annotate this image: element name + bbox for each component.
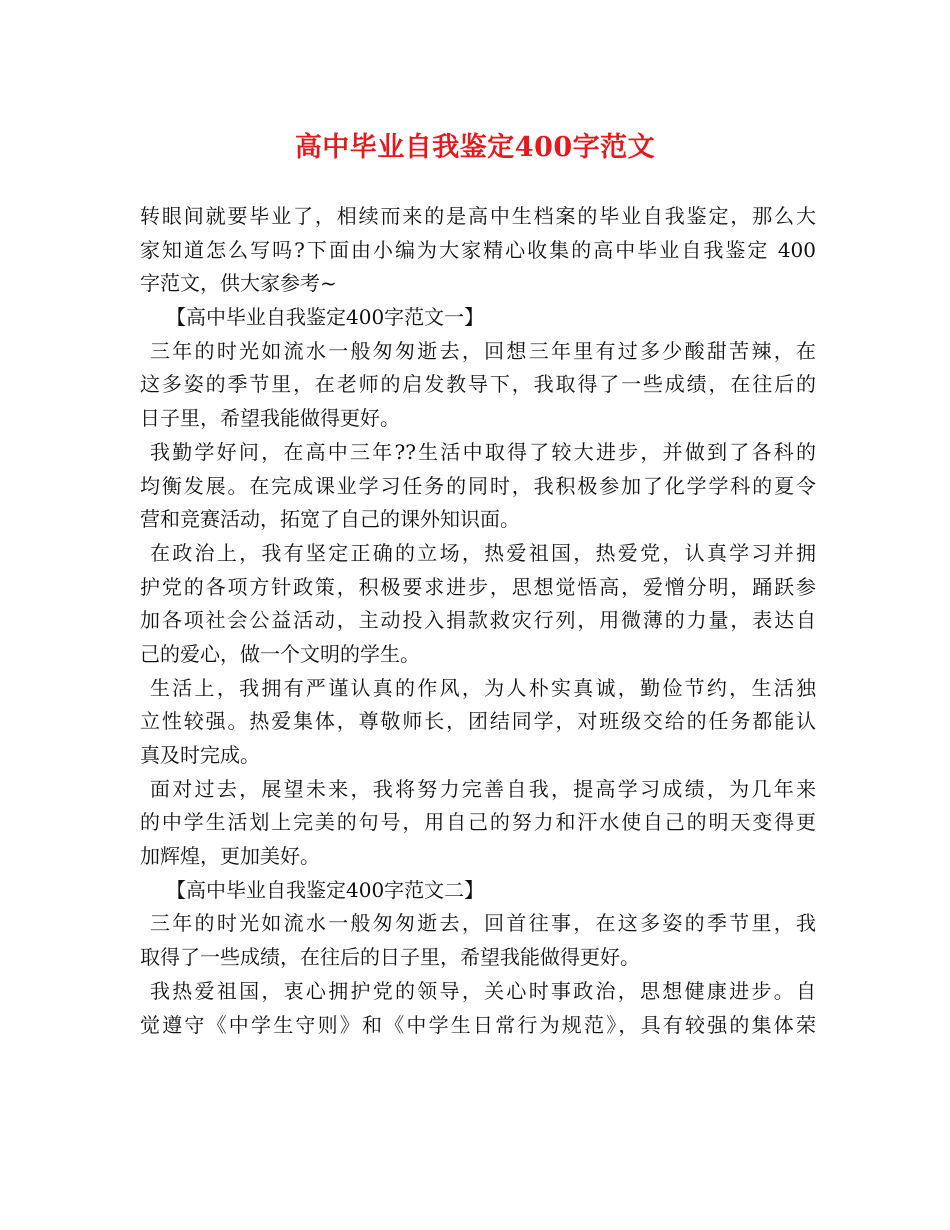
text-line: 家知道怎么写吗?下面由小编为大家精心收集的高中毕业自我鉴定 400 bbox=[140, 237, 816, 262]
section-heading: 【高中毕业自我鉴定400字范文一】 bbox=[166, 305, 485, 330]
text-line: 的中学生活划上完美的句号，用自己的努力和汗水使自己的明天变得更 bbox=[140, 810, 816, 835]
text-line: 营和竞赛活动，拓宽了自己的课外知识面。 bbox=[140, 507, 520, 532]
document-body bbox=[140, 200, 816, 1042]
text-line: 生活上，我拥有严谨认真的作风，为人朴实真诚，勤俭节约，生活独 bbox=[150, 675, 816, 700]
text-line: 真及时完成。 bbox=[140, 743, 260, 767]
text-line: 三年的时光如流水一般匆匆逝去，回首往事，在这多姿的季节里，我 bbox=[150, 911, 816, 936]
text-line: 转眼间就要毕业了，相续而来的是高中生档案的毕业自我鉴定，那么大 bbox=[140, 204, 816, 228]
text-line: 取得了一些成绩，在往后的日子里，希望我能做得更好。 bbox=[140, 945, 640, 970]
text-line: 在政治上，我有坚定正确的立场，热爱祖国，热爱党，认真学习并拥 bbox=[150, 540, 816, 565]
text-line: 三年的时光如流水一般匆匆逝去，回想三年里有过多少酸甜苦辣，在 bbox=[150, 338, 816, 363]
text-line: 我勤学好问，在高中三年??生活中取得了较大进步，并做到了各科的 bbox=[150, 439, 816, 464]
text-line: 字范文，供大家参考~ bbox=[140, 271, 337, 296]
text-line: 日子里，希望我能做得更好。 bbox=[140, 406, 400, 431]
text-line: 觉遵守《中学生守则》和《中学生日常行为规范》，具有较强的集体荣 bbox=[140, 1012, 816, 1037]
text-line: 我热爱祖国，衷心拥护党的领导，关心时事政治，思想健康进步。自 bbox=[150, 978, 816, 1003]
text-line: 立性较强。热爱集体，尊敬师长，团结同学，对班级交给的任务都能认 bbox=[140, 709, 816, 734]
document-title: 高中毕业自我鉴定400字范文 bbox=[294, 132, 656, 163]
text-line: 护党的各项方针政策，积极要求进步，思想觉悟高，爱憎分明，踊跃参 bbox=[140, 574, 816, 599]
text-line: 加辉煌，更加美好。 bbox=[140, 844, 320, 869]
section-heading: 【高中毕业自我鉴定400字范文二】 bbox=[166, 877, 485, 902]
text-line: 面对过去，展望未来，我将努力完善自我，提高学习成绩，为几年来 bbox=[150, 776, 816, 801]
text-line: 这多姿的季节里，在老师的启发教导下，我取得了一些成绩，在往后的 bbox=[140, 372, 816, 397]
text-line: 己的爱心，做一个文明的学生。 bbox=[140, 641, 420, 666]
text-line: 加各项社会公益活动，主动投入捐款救灾行列，用微薄的力量，表达自 bbox=[140, 608, 816, 633]
text-line: 均衡发展。在完成课业学习任务的同时，我积极参加了化学学科的夏令 bbox=[140, 473, 816, 498]
